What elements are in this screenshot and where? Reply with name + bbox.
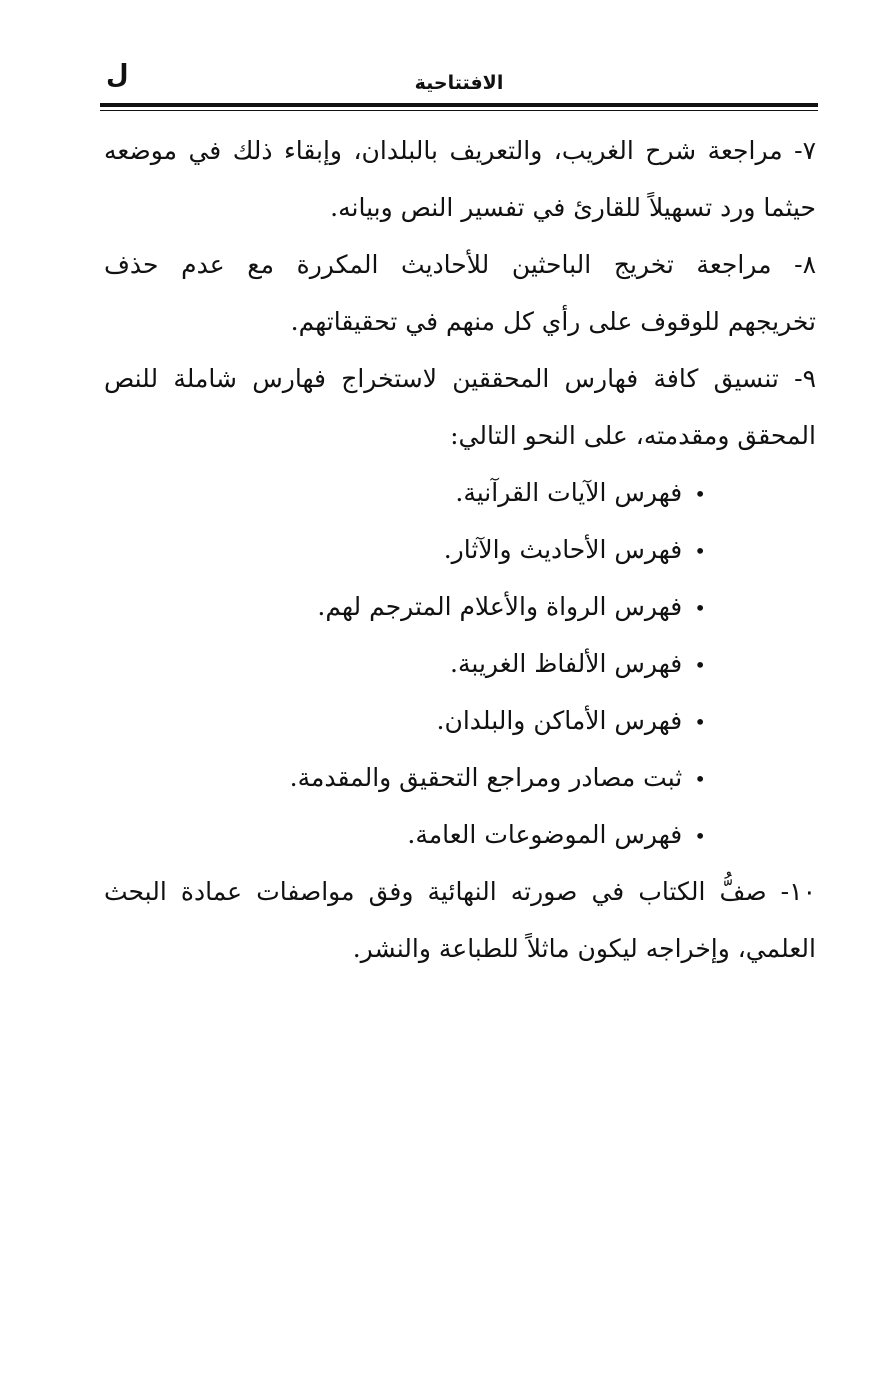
paragraph-line: ٩- تنسيق كافة فهارس المحققين لاستخراج فهارس شاملة للنص <box>104 364 816 393</box>
paragraph-item-7 <box>104 122 816 236</box>
bullet-icon: • <box>694 539 706 563</box>
index-list <box>104 464 816 863</box>
running-title: الافتتاحية <box>414 72 504 94</box>
paragraph-item-10 <box>104 863 816 977</box>
bullet-icon: • <box>694 710 706 734</box>
bullet-icon: • <box>694 653 706 677</box>
page-header <box>100 58 818 98</box>
bullet-icon: • <box>694 482 706 506</box>
bullet-icon: • <box>694 767 706 791</box>
list-item-text: فهرس الآيات القرآنية. <box>455 478 683 507</box>
list-item <box>104 635 816 692</box>
bullet-icon: • <box>694 824 706 848</box>
list-item-text: فهرس الألفاظ الغريبة. <box>450 649 683 678</box>
header-rule-thick <box>100 103 818 107</box>
paragraph-line: حيثما ورد تسهيلاً للقارئ في تفسير النص وبيانه. <box>330 193 816 222</box>
paragraph-line: المحقق ومقدمته، على النحو التالي: <box>450 421 816 450</box>
paragraph-item-9 <box>104 350 816 464</box>
list-item-text: فهرس الموضوعات العامة. <box>407 820 683 849</box>
list-item-text: فهرس الرواة والأعلام المترجم لهم. <box>317 592 683 621</box>
list-item-text: فهرس الأماكن والبلدان. <box>436 706 683 735</box>
bullet-icon: • <box>694 596 706 620</box>
paragraph-line: ٨- مراجعة تخريج الباحثين للأحاديث المكررة مع عدم حذف <box>104 250 816 279</box>
list-item <box>104 464 816 521</box>
list-item <box>104 521 816 578</box>
header-rule-thin <box>100 110 818 111</box>
paragraph-line: ٧- مراجعة شرح الغريب، والتعريف بالبلدان، وإبقاء ذلك في موضعه <box>104 136 816 165</box>
paragraph-line: ١٠- صفُّ الكتاب في صورته النهائية وفق مواصفات عمادة البحث <box>104 877 816 906</box>
page-number: ل <box>106 60 129 90</box>
paragraph-line: العلمي، وإخراجه ليكون ماثلاً للطباعة والنشر. <box>352 934 816 963</box>
list-item <box>104 692 816 749</box>
paragraph-item-8 <box>104 236 816 350</box>
paragraph-line: تخريجهم للوقوف على رأي كل منهم في تحقيقاتهم. <box>290 307 816 336</box>
list-item <box>104 578 816 635</box>
list-item-text: ثبت مصادر ومراجع التحقيق والمقدمة. <box>289 763 683 792</box>
body-text <box>104 122 816 977</box>
list-item <box>104 749 816 806</box>
list-item <box>104 806 816 863</box>
list-item-text: فهرس الأحاديث والآثار. <box>443 535 683 564</box>
